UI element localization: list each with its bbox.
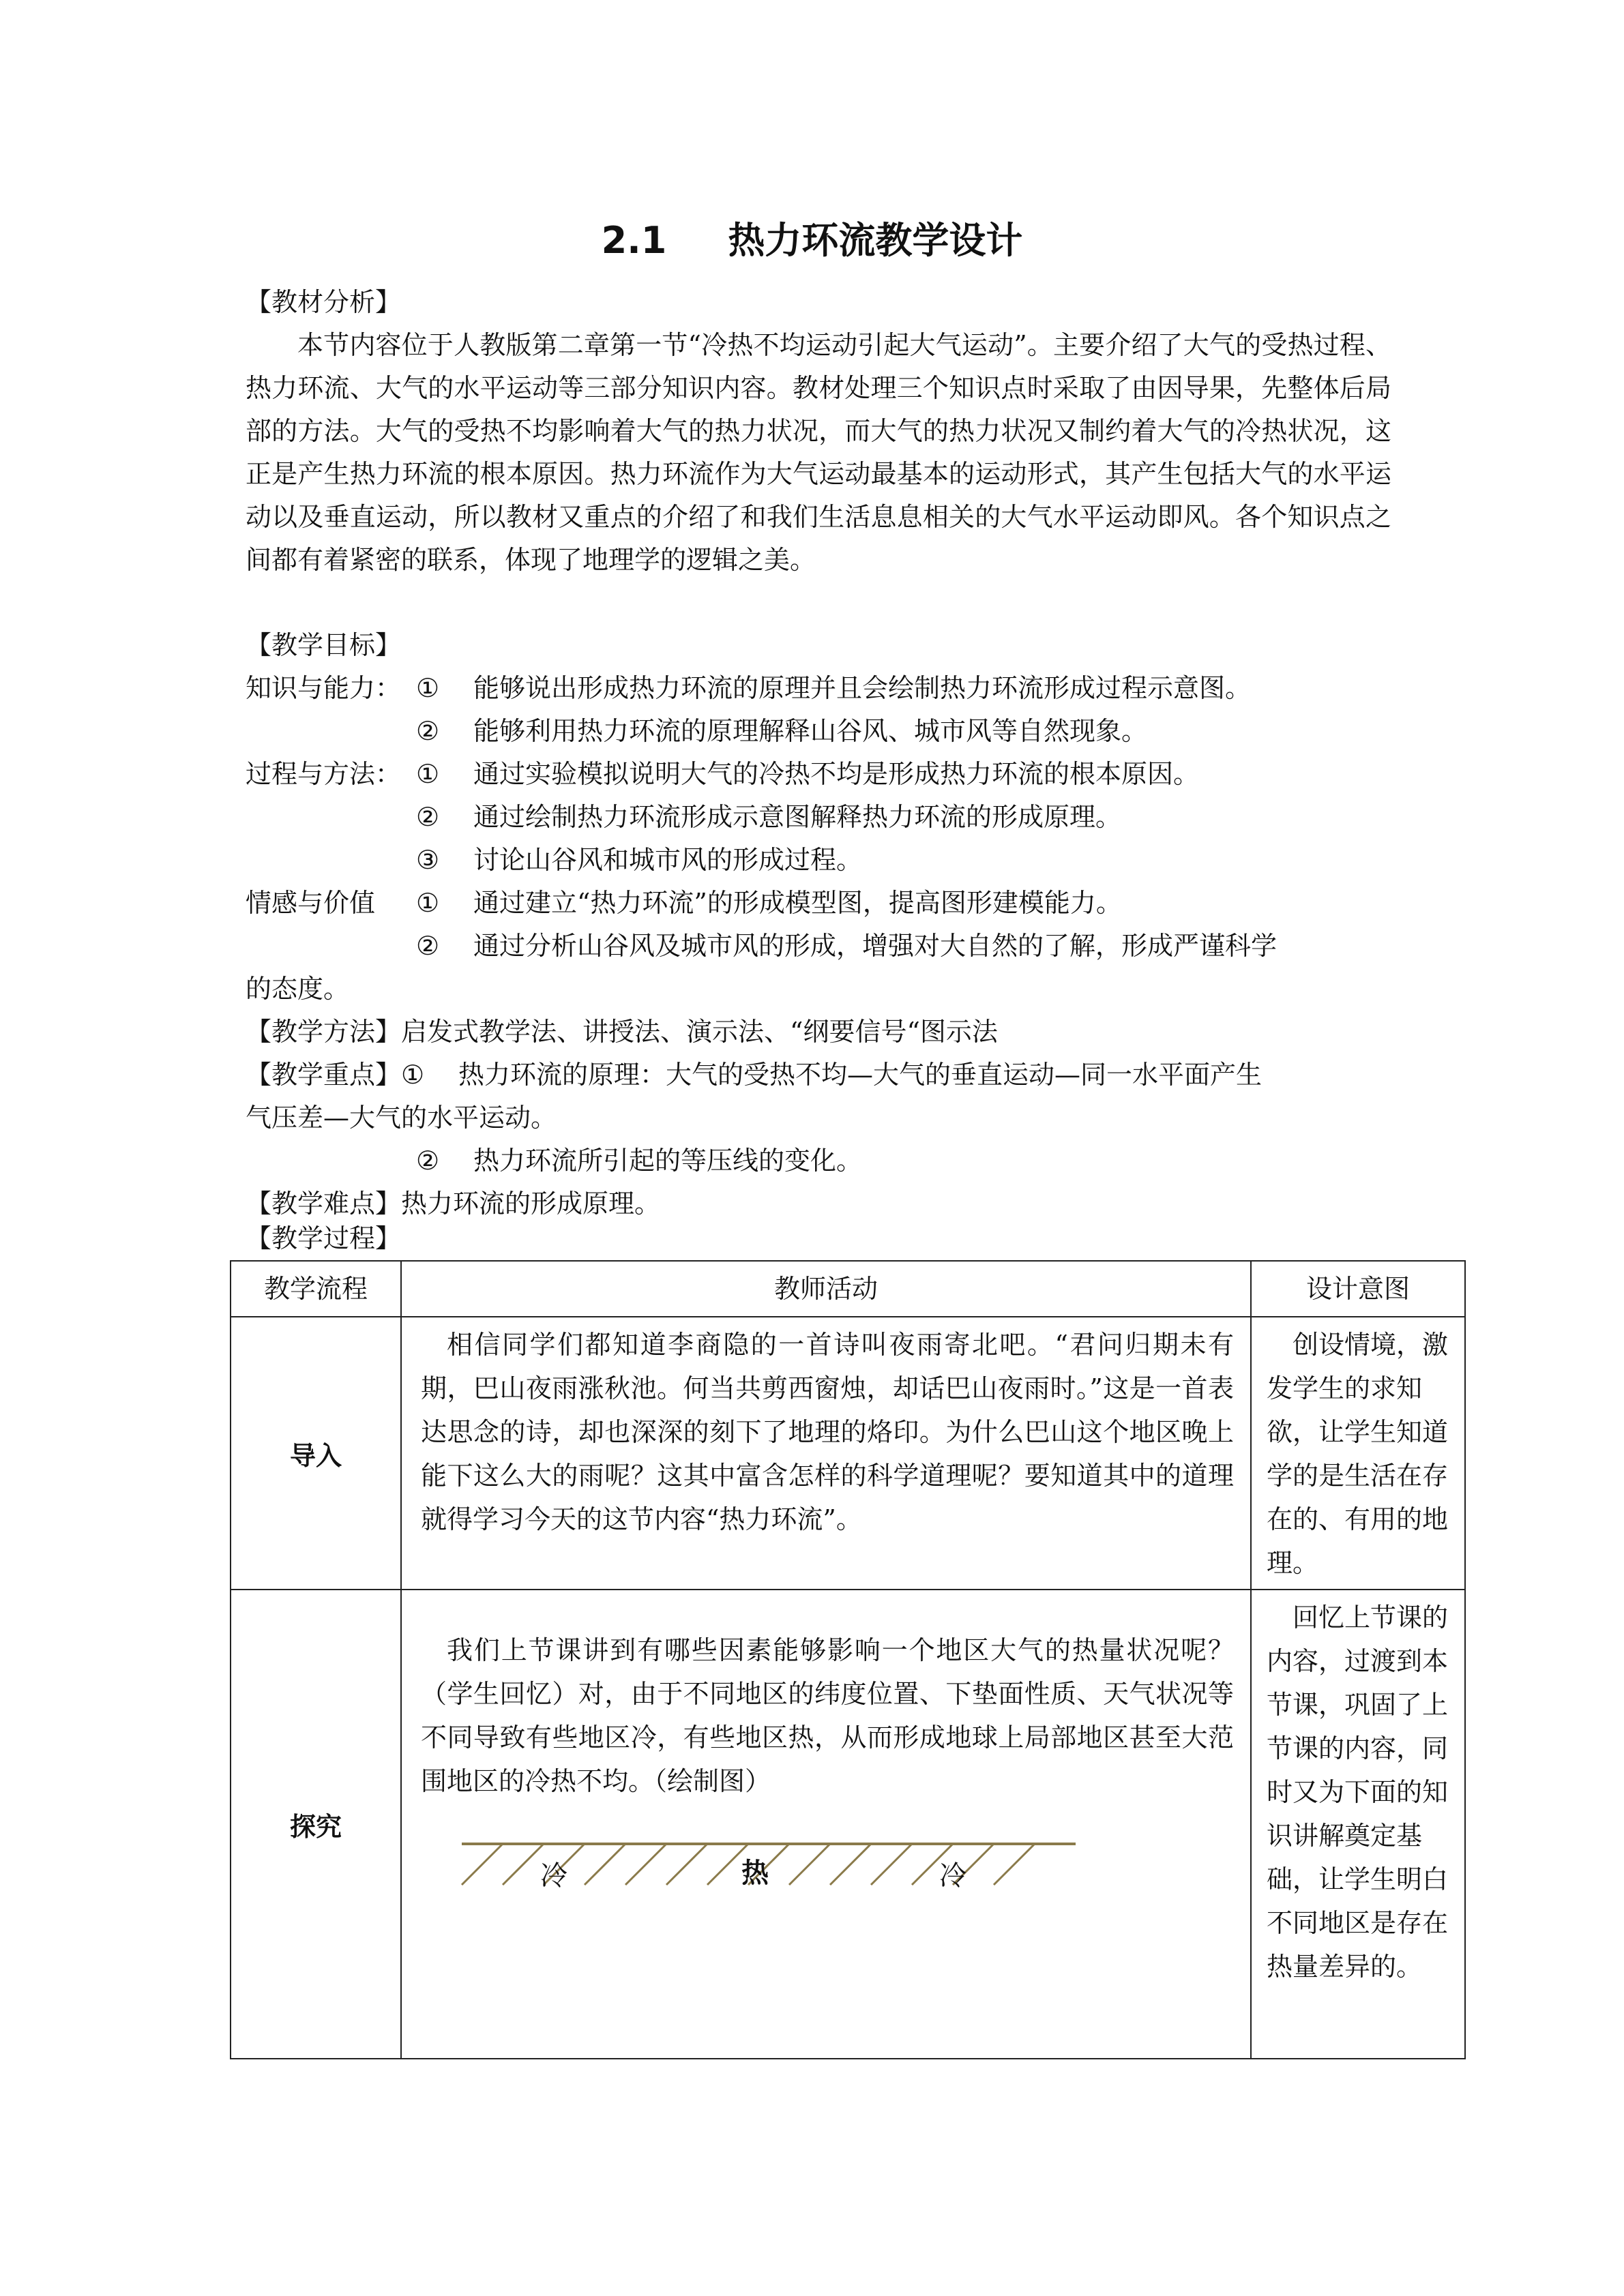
teaching-process-table <box>230 1260 1466 2059</box>
method-line <box>246 1011 998 1054</box>
goal-mark: ② <box>416 716 440 746</box>
activity-text: 相信同学们都知道李商隐的一首诗叫夜雨寄北吧。“君问归期未有期，巴山夜雨涨秋池。何当共剪西窗烛，却话巴山夜雨时。”这是一首表达思念的诗，却也深深的刻下了地理的烙印。为什么巴山这个地区晚上能下这么大的雨呢？这其中富含怎样的科学道理呢？要知道其中的道理就得学习今天的这节内容“热力环流”。 <box>421 1330 1234 1534</box>
table-header-cell: 设计意图 <box>1251 1261 1465 1317</box>
goal-process-1 <box>246 753 1199 796</box>
diagram-label-cold-left: 冷 <box>540 1860 567 1892</box>
key-point-1 <box>246 1054 1262 1097</box>
key-point-2 <box>416 1139 862 1182</box>
intent-text: 回忆上节课的内容，过渡到本节课，巩固了上节课的内容，同时又为下面的知识讲解奠定基础，让学生明白不同地区是存在热量差异的。 <box>1267 1602 1449 1982</box>
key-text: 热力环流的原理：大气的受热不均—大气的垂直运动—同一水平面产生 <box>458 1060 1263 1090</box>
goal-mark: ② <box>416 802 440 832</box>
analysis-heading: 【教材分析】 <box>246 287 402 317</box>
goal-text: 通过建立“热力环流”的形成模型图，提高图形建模能力。 <box>473 888 1122 918</box>
goal-knowledge-1 <box>246 667 1251 710</box>
key-mark: ① <box>401 1060 425 1090</box>
intent-text: 创设情境，激发学生的求知欲，让学生知道学的是生活在存在的、有用的地理。 <box>1267 1330 1449 1578</box>
key-mark: ② <box>416 1146 440 1176</box>
goal-text: 能够利用热力环流的原理解释山谷风、城市风等自然现象。 <box>473 716 1148 746</box>
table-header-cell: 教师活动 <box>401 1261 1251 1317</box>
analysis-paragraph <box>246 324 1391 582</box>
goal-mark: ① <box>416 759 440 789</box>
goal-emotion-label: 情感与价值 <box>246 888 376 918</box>
method-text: 启发式教学法、讲授法、演示法、“纲要信号“图示法 <box>401 1017 998 1047</box>
goal-knowledge-2 <box>416 710 1147 753</box>
analysis-body: 本节内容位于人教版第二章第一节“冷热不均运动引起大气运动”。主要介绍了大气的受热过程、热力环流、大气的水平运动等三部分知识内容。教材处理三个知识点时采取了由因导果，先整体后局部的方法。大气的受热不均影响着大气的热力状况，而大气的热力状况又制约着大气的冷热状况，这正是产生热力环流的根本原因。热力环流作为大气运动最基本的运动形式，其产生包括大气的水平运动以及垂直运动，所以教材又重点的介绍了和我们生活息息相关的大气水平运动即风。各个知识点之间都有着紧密的联系，体现了地理学的逻辑之美。 <box>246 330 1391 575</box>
goal-emotion-continuation: 的态度。 <box>246 974 350 1004</box>
goal-mark: ② <box>416 931 440 961</box>
goal-text: 通过实验模拟说明大气的冷热不均是形成热力环流的根本原因。 <box>473 759 1200 789</box>
key-text: 热力环流所引起的等压线的变化。 <box>473 1146 863 1176</box>
goal-emotion-1 <box>246 882 1122 925</box>
table-header-cell: 教学流程 <box>231 1261 401 1317</box>
table-row <box>231 1590 1465 2059</box>
goal-knowledge-label: 知识与能力： <box>246 673 402 703</box>
goals-heading: 【教学目标】 <box>246 630 402 660</box>
key-point-1-continuation: 气压差—大气的水平运动。 <box>246 1103 557 1133</box>
activity-text: 我们上节课讲到有哪些因素能够影响一个地区大气的热量状况呢？（学生回忆）对，由于不同地区的纬度位置、下垫面性质、天气状况等不同导致有些地区冷，有些地区热，从而形成地球上局部地区甚至大范围地区的冷热不均。（绘制图） <box>421 1635 1234 1796</box>
table-row <box>231 1317 1465 1590</box>
table-header-row <box>231 1261 1465 1317</box>
goal-mark: ③ <box>416 845 440 875</box>
goal-text: 讨论山谷风和城市风的形成过程。 <box>473 845 863 875</box>
goal-mark: ① <box>416 888 440 918</box>
diagram-label-hot: 热 <box>741 1857 769 1889</box>
intent-cell <box>1251 1317 1465 1590</box>
activity-cell <box>401 1317 1251 1590</box>
goal-process-2 <box>416 796 1121 839</box>
key-points-heading: 【教学重点】 <box>246 1060 402 1090</box>
difficulty-heading: 【教学难点】 <box>246 1189 402 1219</box>
page-title <box>0 217 1624 265</box>
title-text: 热力环流教学设计 <box>728 219 1023 262</box>
goal-emotion-2 <box>416 925 1277 968</box>
method-heading: 【教学方法】 <box>246 1017 402 1047</box>
process-heading: 【教学过程】 <box>246 1223 402 1253</box>
diagram-label-cold-right: 冷 <box>939 1860 966 1892</box>
difficulty-text: 热力环流的形成原理。 <box>401 1189 661 1219</box>
surface-diagram <box>421 1830 1076 1919</box>
intent-cell <box>1251 1590 1465 2059</box>
activity-cell <box>401 1590 1251 2059</box>
goal-text: 通过绘制热力环流形成示意图解释热力环流的形成原理。 <box>473 802 1122 832</box>
goal-mark: ① <box>416 673 440 703</box>
goal-process-label: 过程与方法： <box>246 759 402 789</box>
title-number: 2.1 <box>601 219 667 262</box>
goal-text: 能够说出形成热力环流的原理并且会绘制热力环流形成过程示意图。 <box>473 673 1252 703</box>
goal-process-3 <box>416 839 862 882</box>
stage-cell: 探究 <box>231 1590 401 2059</box>
stage-cell: 导入 <box>231 1317 401 1590</box>
goal-text: 通过分析山谷风及城市风的形成，增强对大自然的了解，形成严谨科学 <box>473 931 1278 961</box>
